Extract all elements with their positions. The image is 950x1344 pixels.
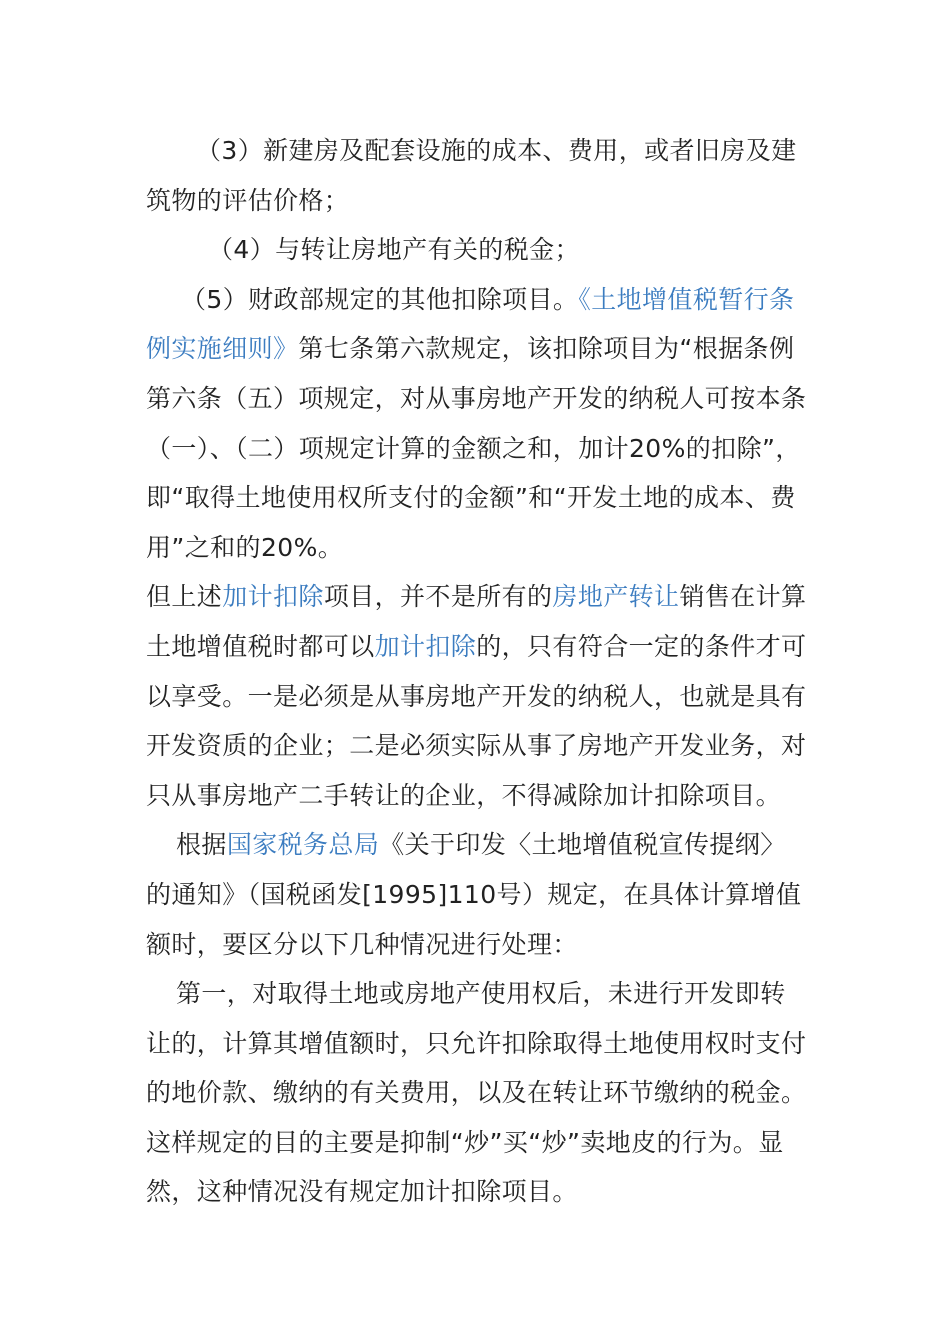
additional-deduction-link-2[interactable]: 加计扣除 bbox=[374, 631, 477, 661]
additional-deduction-link[interactable]: 加计扣除 bbox=[222, 582, 324, 612]
paragraph-text: 项目，并不是所有的 bbox=[323, 582, 553, 612]
paragraph-text: （4）与转让房地产有关的税金； bbox=[208, 235, 580, 265]
paragraph-notice bbox=[146, 820, 810, 969]
real-estate-transfer-link[interactable]: 房地产转让 bbox=[552, 582, 680, 612]
paragraph-text: 第一，对取得土地或房地产使用权后，未进行开发即转让的，计算其增值额时，只允许扣除取得土地使用权时支付的地价款、缴纳的有关费用，以及在转让环节缴纳的税金。这样规定的目的主要是抑制“炒”买“炒”卖地皮的行为。显然，这种情况没有规定加计扣除项目。 bbox=[146, 979, 807, 1207]
paragraph-text: （5）财政部规定的其他扣除项目。 bbox=[181, 284, 579, 314]
paragraph-item-5 bbox=[146, 275, 810, 573]
tax-bureau-link[interactable]: 国家税务总局 bbox=[226, 830, 380, 860]
paragraph-additional-deduction bbox=[146, 572, 810, 820]
paragraph-text: 的，只有符合一定的条件才可以享受。一是必须是从事房地产开发的纳税人，也就是具有开发资质的企业；二是必须实际从事了房地产开发业务，对只从事房地产二手转让的企业，不得减除加计扣除项目。 bbox=[146, 631, 807, 810]
paragraph-text: 销售在计算土地增值税时都可以 bbox=[146, 582, 807, 661]
paragraph-text: （3）新建房及配套设施的成本、费用，或者旧房及建筑物的评估价格； bbox=[146, 136, 797, 215]
regulation-link[interactable]: 《土地增值税暂行条例实施细则》 bbox=[146, 284, 795, 364]
paragraph-case-one bbox=[146, 969, 810, 1217]
paragraph-text: 第七条第六款规定，该扣除项目为“根据条例第六条（五）项规定，对从事房地产开发的纳税人可按本条（一）、（二）项规定计算的金额之和，加计20%的扣除”，即“取得土地使用权所支付的金额”和“开发土地的成本、费用”之和的20%。 bbox=[146, 334, 807, 562]
document-body bbox=[146, 126, 810, 1217]
paragraph-text: 根据 bbox=[176, 830, 227, 860]
paragraph-item-4 bbox=[146, 225, 810, 275]
paragraph-text: 但上述 bbox=[146, 582, 223, 612]
paragraph-text: 《关于印发〈土地增值税宣传提纲〉的通知》（国税函发[1995]110号）规定，在具体计算增值额时，要区分以下几种情况进行处理： bbox=[146, 830, 802, 959]
paragraph-item-3 bbox=[146, 126, 810, 225]
